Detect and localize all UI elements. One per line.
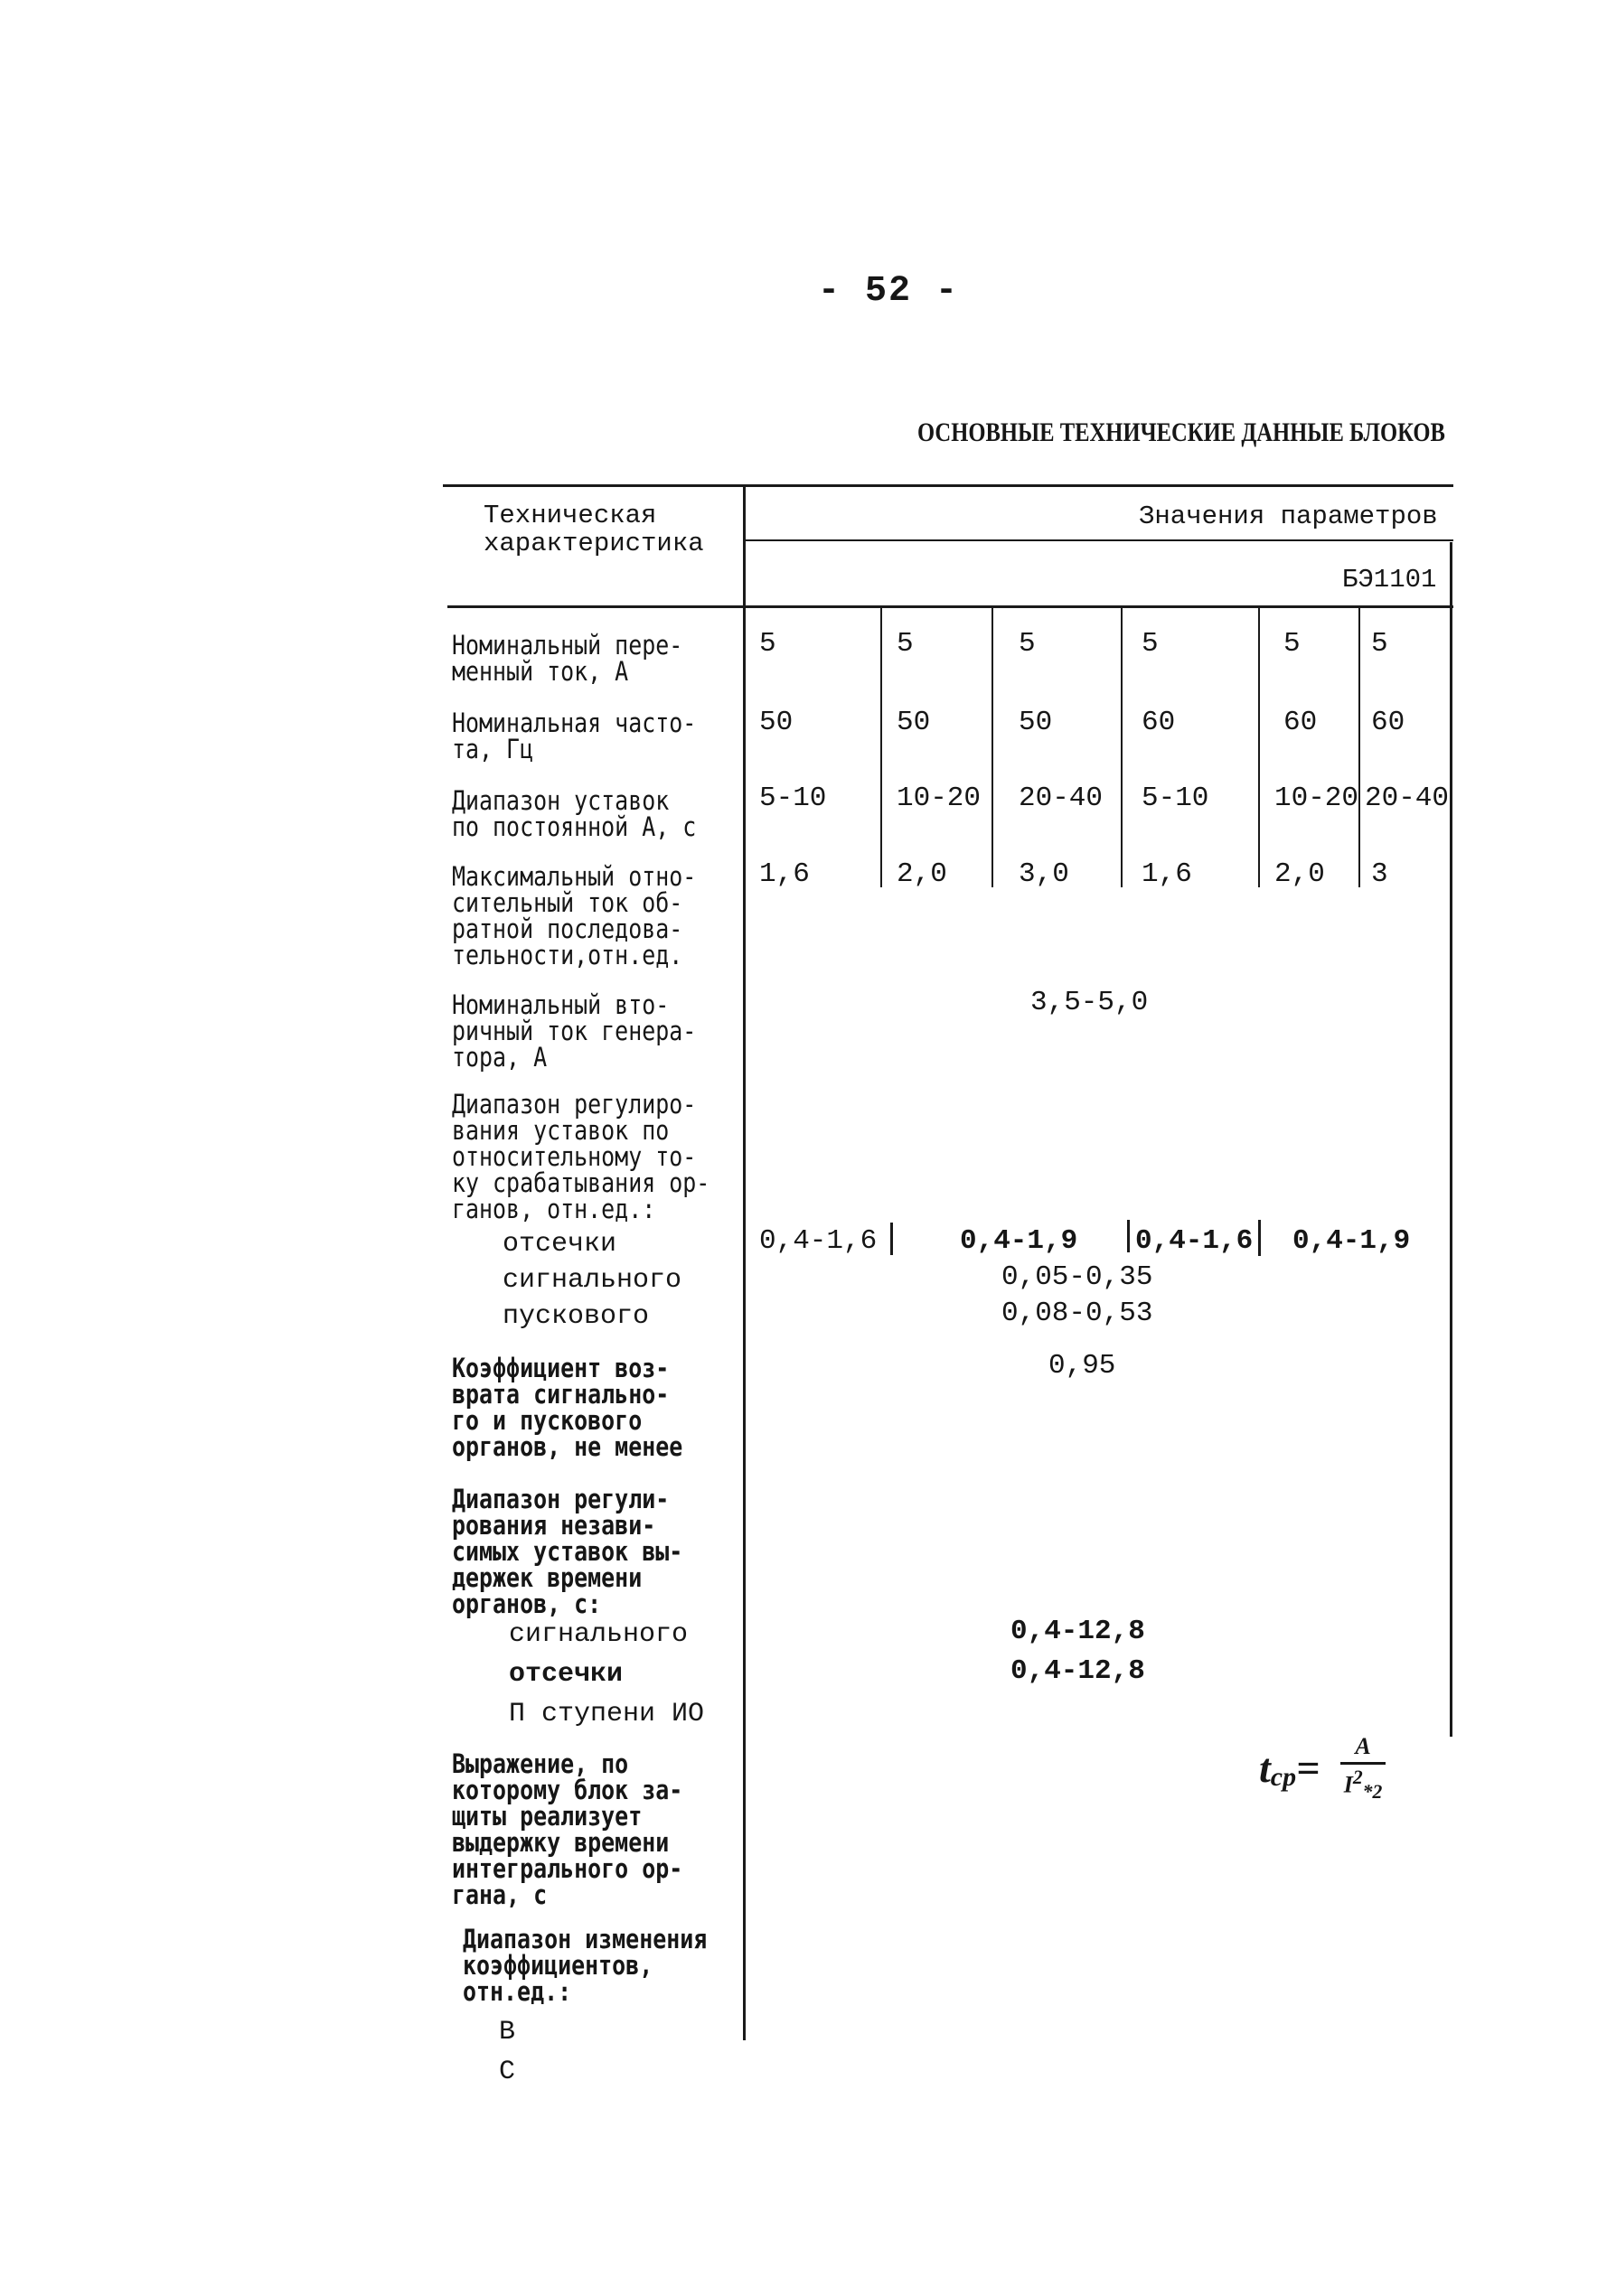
cell: 3 — [1371, 858, 1388, 890]
header-block-label: БЭ1101 — [1342, 565, 1437, 595]
formula-fraction-bar — [1340, 1762, 1386, 1765]
row-label-line: гана, с — [452, 1879, 548, 1910]
formula-subscript: ср — [1270, 1762, 1297, 1793]
cell: 20-40 — [1019, 783, 1104, 814]
row-label-line: отн.ед.: — [463, 1976, 572, 2007]
row-label-line: Номинальный вто- — [452, 989, 670, 1020]
cell: 3,5-5,0 — [1030, 987, 1149, 1018]
cell: 20-40 — [1365, 783, 1450, 814]
row-label-line: ку срабатывания ор- — [452, 1167, 710, 1198]
row-label-line: Коэффициент воз- — [452, 1353, 670, 1383]
cell: 1,6 — [759, 858, 810, 890]
cell: 0,4-12,8 — [1010, 1655, 1145, 1687]
row-label-line: Диапазон изменения — [463, 1924, 708, 1954]
row-label-line: Номинальная часто- — [452, 708, 697, 738]
cell: 0,4-1,6 — [759, 1225, 878, 1257]
formula-numerator: А — [1355, 1733, 1371, 1759]
row-label-line: тора, А — [452, 1042, 548, 1073]
row-label-line: интегрального ор- — [452, 1853, 683, 1884]
col-divider-5 — [1358, 607, 1360, 887]
cell: 0,05-0,35 — [1001, 1261, 1153, 1293]
cell: 0,4-12,8 — [1010, 1616, 1145, 1647]
col-divider-2 — [991, 607, 993, 887]
cell: 50 — [759, 707, 794, 738]
row-label-nominal-current — [452, 630, 683, 687]
header-column-label-line2: характеристика — [484, 529, 704, 558]
col-divider-3 — [1121, 607, 1123, 887]
cell: 0,08-0,53 — [1001, 1298, 1153, 1329]
row-label-line: сительный ток об- — [452, 887, 683, 918]
formula-denominator-base: I — [1343, 1771, 1353, 1798]
sub-label-cutoff: отсечки — [509, 1659, 624, 1690]
header-column-label — [484, 501, 704, 558]
table-top-rule — [443, 484, 1453, 487]
row-label-line: вания уставок по — [452, 1115, 670, 1146]
row-label-line: Диапазон регули- — [452, 1484, 670, 1514]
cell: 5 — [1019, 628, 1036, 660]
col-divider-4 — [1258, 607, 1260, 887]
row-label-expression — [452, 1748, 683, 1910]
row-label-line: держек времени — [452, 1562, 643, 1593]
cell: 10-20 — [897, 783, 982, 814]
row-label-line: тельности,отн.ед. — [452, 940, 683, 970]
cell: 0,4-1,9 — [1292, 1225, 1411, 1257]
col-divider-1 — [880, 607, 882, 887]
cell: 60 — [1371, 707, 1405, 738]
cell: 5 — [1142, 628, 1159, 660]
cell-divider — [890, 1223, 893, 1255]
cell: 50 — [897, 707, 931, 738]
header-values-label: Значения параметров — [1139, 501, 1438, 531]
row-label-line: рования незави- — [452, 1510, 656, 1541]
row-label-line: которому блок за- — [452, 1775, 683, 1805]
cell: 5 — [1283, 628, 1301, 660]
formula-denominator-sup: 2 — [1352, 1767, 1363, 1788]
row-label-line: Номинальный пере- — [452, 630, 683, 661]
row-label-return-coef — [452, 1355, 682, 1460]
delay-formula — [1259, 1733, 1383, 1803]
formula-fraction — [1340, 1733, 1386, 1804]
row-label-line: органов, с: — [452, 1588, 602, 1619]
row-label-nominal-frequency — [452, 710, 696, 763]
cell: 5 — [759, 628, 776, 660]
sub-label-c: С — [499, 2057, 516, 2087]
cell: 1,6 — [1142, 858, 1192, 890]
cell: 5 — [897, 628, 914, 660]
cell: 60 — [1142, 707, 1176, 738]
row-label-line: ганов, отн.ед.: — [452, 1194, 656, 1224]
row-label-line: та, Гц — [452, 734, 534, 764]
row-label-line: коэффициентов, — [463, 1950, 653, 1981]
cell: 5-10 — [759, 783, 827, 814]
row-label-time-delay — [452, 1486, 682, 1617]
row-label-line: Максимальный отно- — [452, 861, 697, 892]
cell: 0,95 — [1048, 1350, 1116, 1382]
cell: 0,4-1,9 — [960, 1225, 1078, 1257]
row-label-line: Диапазон регулиро- — [452, 1089, 697, 1120]
cell-divider — [1127, 1220, 1130, 1252]
row-label-secondary-current — [452, 989, 697, 1073]
sub-label-stage: П ступени ИО — [509, 1699, 705, 1729]
cell: 2,0 — [1274, 858, 1325, 890]
document-title: ОСНОВНЫЕ ТЕХНИЧЕСКИЕ ДАННЫЕ БЛОКОВ — [917, 417, 1445, 447]
row-label-line: Диапазон уставок — [452, 785, 670, 816]
cell: 2,0 — [897, 858, 947, 890]
row-label-line: го и пускового — [452, 1405, 643, 1436]
header-column-label-line1: Техническая — [484, 501, 657, 530]
row-label-line: ричный ток генера- — [452, 1016, 697, 1046]
row-label-max-current — [452, 861, 697, 970]
row-label-line: органов, не менее — [452, 1431, 683, 1462]
sub-label-b: В — [499, 2017, 516, 2048]
row-label-line: врата сигнально- — [452, 1379, 670, 1410]
cell-divider — [1258, 1220, 1261, 1256]
cell: 60 — [1283, 707, 1318, 738]
formula-denominator-sub: *2 — [1362, 1780, 1383, 1803]
right-table-border — [1450, 607, 1452, 1737]
row-label-line: относительному то- — [452, 1141, 697, 1172]
cell: 50 — [1019, 707, 1053, 738]
formula-t: t — [1259, 1745, 1271, 1791]
row-label-line: Выражение, по — [452, 1748, 629, 1779]
row-label-coef-range — [463, 1926, 707, 2005]
row-label-settings-range — [452, 785, 697, 842]
header-bottom-rule — [447, 605, 1453, 608]
label-column-divider — [743, 486, 746, 2040]
formula-equals-sign: = — [1296, 1745, 1320, 1791]
row-label-line: по постоянной А, с — [452, 811, 697, 842]
row-label-line: ратной последова- — [452, 914, 683, 944]
header-sub-rule — [746, 539, 1453, 541]
cell: 5 — [1371, 628, 1388, 660]
row-label-regulation — [452, 1089, 710, 1224]
cell: 5-10 — [1142, 783, 1209, 814]
sub-label-signal: сигнального — [503, 1265, 682, 1296]
right-header-border — [1450, 542, 1452, 607]
sub-label-signal: сигнального — [509, 1619, 689, 1650]
sub-label-cutoff: отсечки — [503, 1229, 617, 1260]
row-label-line: менный ток, А — [452, 656, 629, 687]
cell: 3,0 — [1019, 858, 1069, 890]
sub-label-start: пускового — [503, 1301, 650, 1332]
page-number: - 52 - — [818, 271, 960, 312]
row-label-line: щиты реализует — [452, 1801, 643, 1832]
formula-denominator — [1340, 1767, 1386, 1804]
row-label-line: выдержку времени — [452, 1827, 670, 1858]
cell: 0,4-1,6 — [1135, 1225, 1254, 1257]
cell: 10-20 — [1274, 783, 1359, 814]
row-label-line: симых уставок вы- — [452, 1536, 683, 1567]
